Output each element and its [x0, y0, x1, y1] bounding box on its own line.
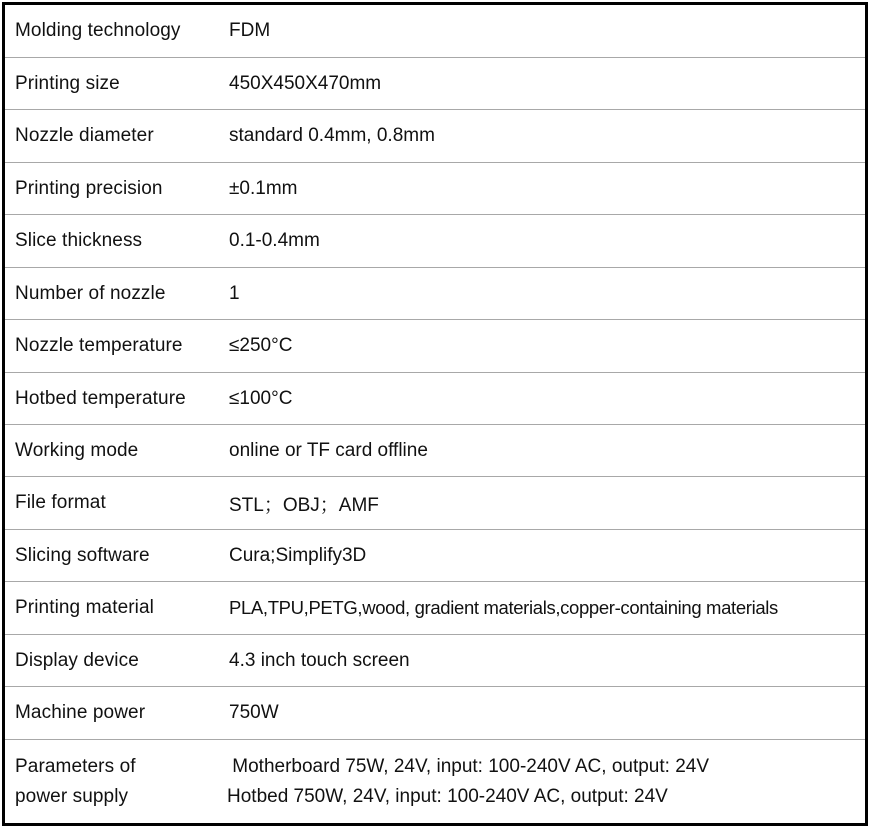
table-row [5, 582, 865, 635]
table-row [5, 635, 865, 687]
row-label: Slicing software [15, 544, 150, 566]
table-row [5, 530, 865, 582]
table-row [5, 373, 865, 425]
table-row [5, 215, 865, 268]
row-value: 0.1-0.4mm [229, 230, 320, 251]
row-label: Working mode [15, 439, 139, 461]
row-value: ≤250°C [229, 335, 293, 356]
table-row [5, 425, 865, 477]
row-value [227, 740, 709, 823]
row-value: online or TF card offline [229, 439, 428, 461]
table-row [5, 268, 865, 320]
row-label: Slice thickness [15, 230, 143, 251]
table-row [5, 5, 865, 58]
row-value: PLA,TPU,PETG,wood, gradient materials,copper-containing materials [229, 597, 778, 618]
row-label: Printing precision [15, 177, 163, 199]
row-value: 750W [229, 702, 279, 723]
table-row [5, 110, 865, 163]
row-label: Number of nozzle [15, 282, 166, 304]
row-label: Display device [15, 649, 139, 671]
row-value: 4.3 inch touch screen [229, 649, 410, 671]
row-label: Nozzle diameter [15, 125, 154, 146]
row-label-line: Parameters of [15, 755, 136, 777]
row-label [15, 740, 136, 823]
row-value: 450X450X470mm [229, 72, 382, 94]
table-row [5, 687, 865, 740]
row-label: Nozzle temperature [15, 335, 183, 356]
row-label: Machine power [15, 702, 146, 723]
row-value: FDM [229, 20, 271, 41]
spec-table [2, 2, 868, 826]
table-row [5, 477, 865, 530]
row-label: Printing material [15, 597, 154, 618]
table-row [5, 58, 865, 110]
row-value: ≤100°C [229, 387, 293, 409]
row-label-line: power supply [15, 785, 129, 807]
row-label: Hotbed temperature [15, 387, 186, 409]
table-row [5, 163, 865, 215]
row-value: ±0.1mm [229, 177, 298, 199]
row-value: STL；OBJ；AMF [229, 494, 379, 516]
row-label: Printing size [15, 72, 120, 94]
table-row [5, 320, 865, 373]
row-label: File format [15, 492, 106, 513]
row-value-line: Motherboard 75W, 24V, input: 100-240V AC, output: 24V [227, 755, 710, 777]
row-value: 1 [229, 282, 240, 304]
row-label: Molding technology [15, 20, 181, 41]
row-value: Cura;Simplify3D [229, 544, 367, 566]
table-row-power-supply [5, 740, 865, 823]
row-value-line: Hotbed 750W, 24V, input: 100-240V AC, output: 24V [227, 785, 668, 807]
row-value: standard 0.4mm, 0.8mm [229, 125, 435, 146]
